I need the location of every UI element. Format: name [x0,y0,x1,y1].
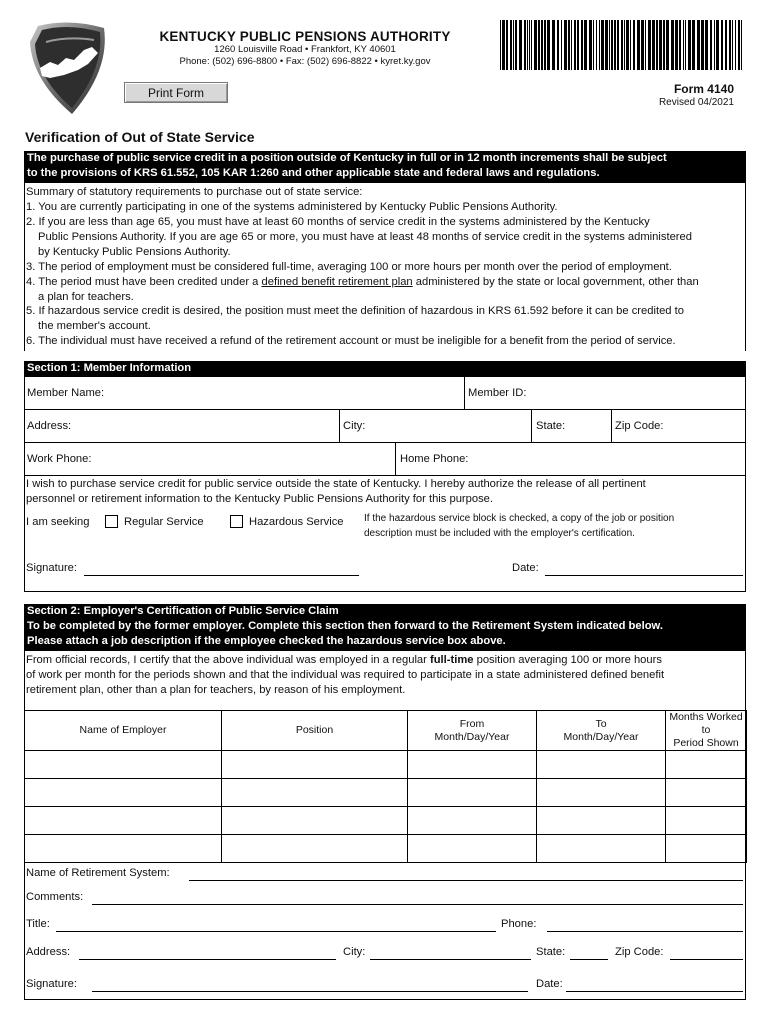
regular-service-label: Regular Service [124,516,204,528]
column-header: From Month/Day/Year [408,711,537,751]
table-cell[interactable] [25,751,222,779]
requirement-5: 5. If hazardous service credit is desired, the position must meet the definition of hazardous in KRS 61.592 before it can be credited to [26,305,684,317]
table-cell[interactable] [222,751,408,779]
certification-text: From official records, I certify that the above individual was employed in a regular full-time position averaging 100 or more hours [26,654,662,666]
organization-address: 1260 Louisville Road • Frankfort, KY 40601 [214,44,396,55]
seeking-label: I am seeking [26,516,90,528]
work-phone-label: Work Phone: [27,453,92,465]
requirement-2: 2. If you are less than age 65, you must have at least 60 months of service credit in the systems administered by the Kentucky [26,216,650,228]
table-cell[interactable] [666,779,747,807]
table-cell[interactable] [666,835,747,863]
organization-header [120,29,490,68]
table-cell[interactable] [408,779,537,807]
table-cell[interactable] [222,807,408,835]
authorization-text-cont: personnel or retirement information to the Kentucky Public Pensions Authority for this purpose. [26,493,494,505]
employer-state-field[interactable] [570,959,608,960]
employer-signature-label: Signature: [26,978,77,990]
requirement-3: 3. The period of employment must be considered full-time, averaging 100 or more hours per month over the period of employment. [26,261,672,273]
table-cell[interactable] [666,751,747,779]
table-cell[interactable] [537,751,666,779]
table-cell[interactable] [537,835,666,863]
column-header: Name of Employer [25,711,222,751]
date-label: Date: [512,562,539,574]
form-number: Form 4140 [673,82,734,96]
zip-code-label: Zip Code: [615,420,664,432]
signature-field[interactable] [84,575,359,576]
table-cell[interactable] [537,779,666,807]
barcode-icon [498,20,746,74]
city-label: City: [343,420,366,432]
hazardous-note: If the hazardous service block is checked, a copy of the job or position [364,513,675,524]
summary-title: Summary of statutory requirements to purchase out of state service: [26,186,363,198]
intro-banner-line: The purchase of public service credit in a position outside of Kentucky in full or in 12 month increments shall be subject [27,152,667,164]
defined-benefit-plan-link: defined benefit retirement plan [261,276,413,288]
requirement-6: 6. The individual must have received a refund of the retirement account or must be ineligible for a benefit from the period of service. [26,335,676,347]
intro-banner [24,151,746,183]
hazardous-service-label: Hazardous Service [249,516,344,528]
employer-city-field[interactable] [370,959,531,960]
employer-zip-label: Zip Code: [615,946,664,958]
organization-name: KENTUCKY PUBLIC PENSIONS AUTHORITY [159,29,451,44]
title-field[interactable] [56,931,496,932]
comments-field[interactable] [92,904,743,905]
section1-heading: Section 1: Member Information [24,361,746,377]
section2-heading-attach: Please attach a job description if the employee checked the hazardous service box above. [27,635,506,647]
table-row [25,779,747,807]
section2-heading [24,604,746,651]
employer-date-label: Date: [536,978,563,990]
table-row [25,751,747,779]
requirement-1: 1. You are currently participating in one of the systems administered by Kentucky Public Pensions Authority. [26,201,558,213]
hazardous-note-cont: description must be included with the employer's certification. [364,528,635,539]
section2-heading-title: Section 2: Employer's Certification of Public Service Claim [27,605,339,617]
employer-zip-field[interactable] [670,959,743,960]
title-label: Title: [26,918,50,930]
column-header: To Month/Day/Year [537,711,666,751]
column-header: Position [222,711,408,751]
table-row [25,807,747,835]
table-cell[interactable] [222,779,408,807]
retirement-system-label: Name of Retirement System: [26,867,170,879]
employment-table [24,710,747,863]
organization-contact: Phone: (502) 696-8800 • Fax: (502) 696-8822 • kyret.ky.gov [179,56,431,67]
certification-text-cont: retirement plan, other than a plan for teachers, by reason of his employment. [26,684,406,696]
table-cell[interactable] [408,751,537,779]
date-field[interactable] [545,575,743,576]
employer-address-label: Address: [26,946,71,958]
page-title: Verification of Out of State Service [25,129,255,145]
table-cell[interactable] [408,807,537,835]
hazardous-service-checkbox[interactable] [230,515,243,528]
member-id-label: Member ID: [468,387,527,399]
table-cell[interactable] [25,779,222,807]
revised-date: Revised 04/2021 [658,97,734,108]
table-row [25,835,747,863]
table-cell[interactable] [25,835,222,863]
table-cell[interactable] [666,807,747,835]
table-cell[interactable] [222,835,408,863]
requirement-2-cont: by Kentucky Public Pensions Authority. [38,246,231,258]
phone-field[interactable] [547,931,743,932]
requirement-2-cont: Public Pensions Authority. If you are age 65 or more, you must have at least 48 months of service credit in the systems administered [38,231,692,243]
employer-date-field[interactable] [566,991,743,992]
table-cell[interactable] [25,807,222,835]
requirement-5-cont: the member's account. [38,320,151,332]
employer-city-label: City: [343,946,366,958]
home-phone-label: Home Phone: [400,453,469,465]
certification-text-cont: of work per month for the periods shown and that the individual was required to participate in a state administered defined benefit [26,669,665,681]
phone-label: Phone: [501,918,537,930]
table-cell[interactable] [408,835,537,863]
state-label: State: [536,420,566,432]
signature-label: Signature: [26,562,77,574]
authorization-text: I wish to purchase service credit for public service outside the state of Kentucky. I hereby authorize the release of all pertinent [26,478,646,490]
comments-label: Comments: [26,891,84,903]
retirement-system-field[interactable] [189,880,743,881]
requirement-4-cont: a plan for teachers. [38,291,134,303]
requirement-4: 4. The period must have been credited under a defined benefit retirement plan administered by the state or local government, other than [26,276,699,288]
member-name-label: Member Name: [27,387,105,399]
table-cell[interactable] [537,807,666,835]
column-header: Months Worked to Period Shown [666,711,747,751]
regular-service-checkbox[interactable] [105,515,118,528]
address-label: Address: [27,420,72,432]
print-form-button[interactable]: Print Form [124,82,228,103]
employer-address-field[interactable] [79,959,336,960]
employer-state-label: State: [536,946,566,958]
section2-heading-instructions: To be completed by the former employer. Complete this section then forward to the Retirement System indicated below. [27,620,663,632]
intro-banner-line: to the provisions of KRS 61.552, 105 KAR 1:260 and other applicable state and federal laws and regulations. [27,167,600,179]
employer-signature-field[interactable] [92,991,528,992]
kentucky-shield-logo-icon [28,20,110,116]
